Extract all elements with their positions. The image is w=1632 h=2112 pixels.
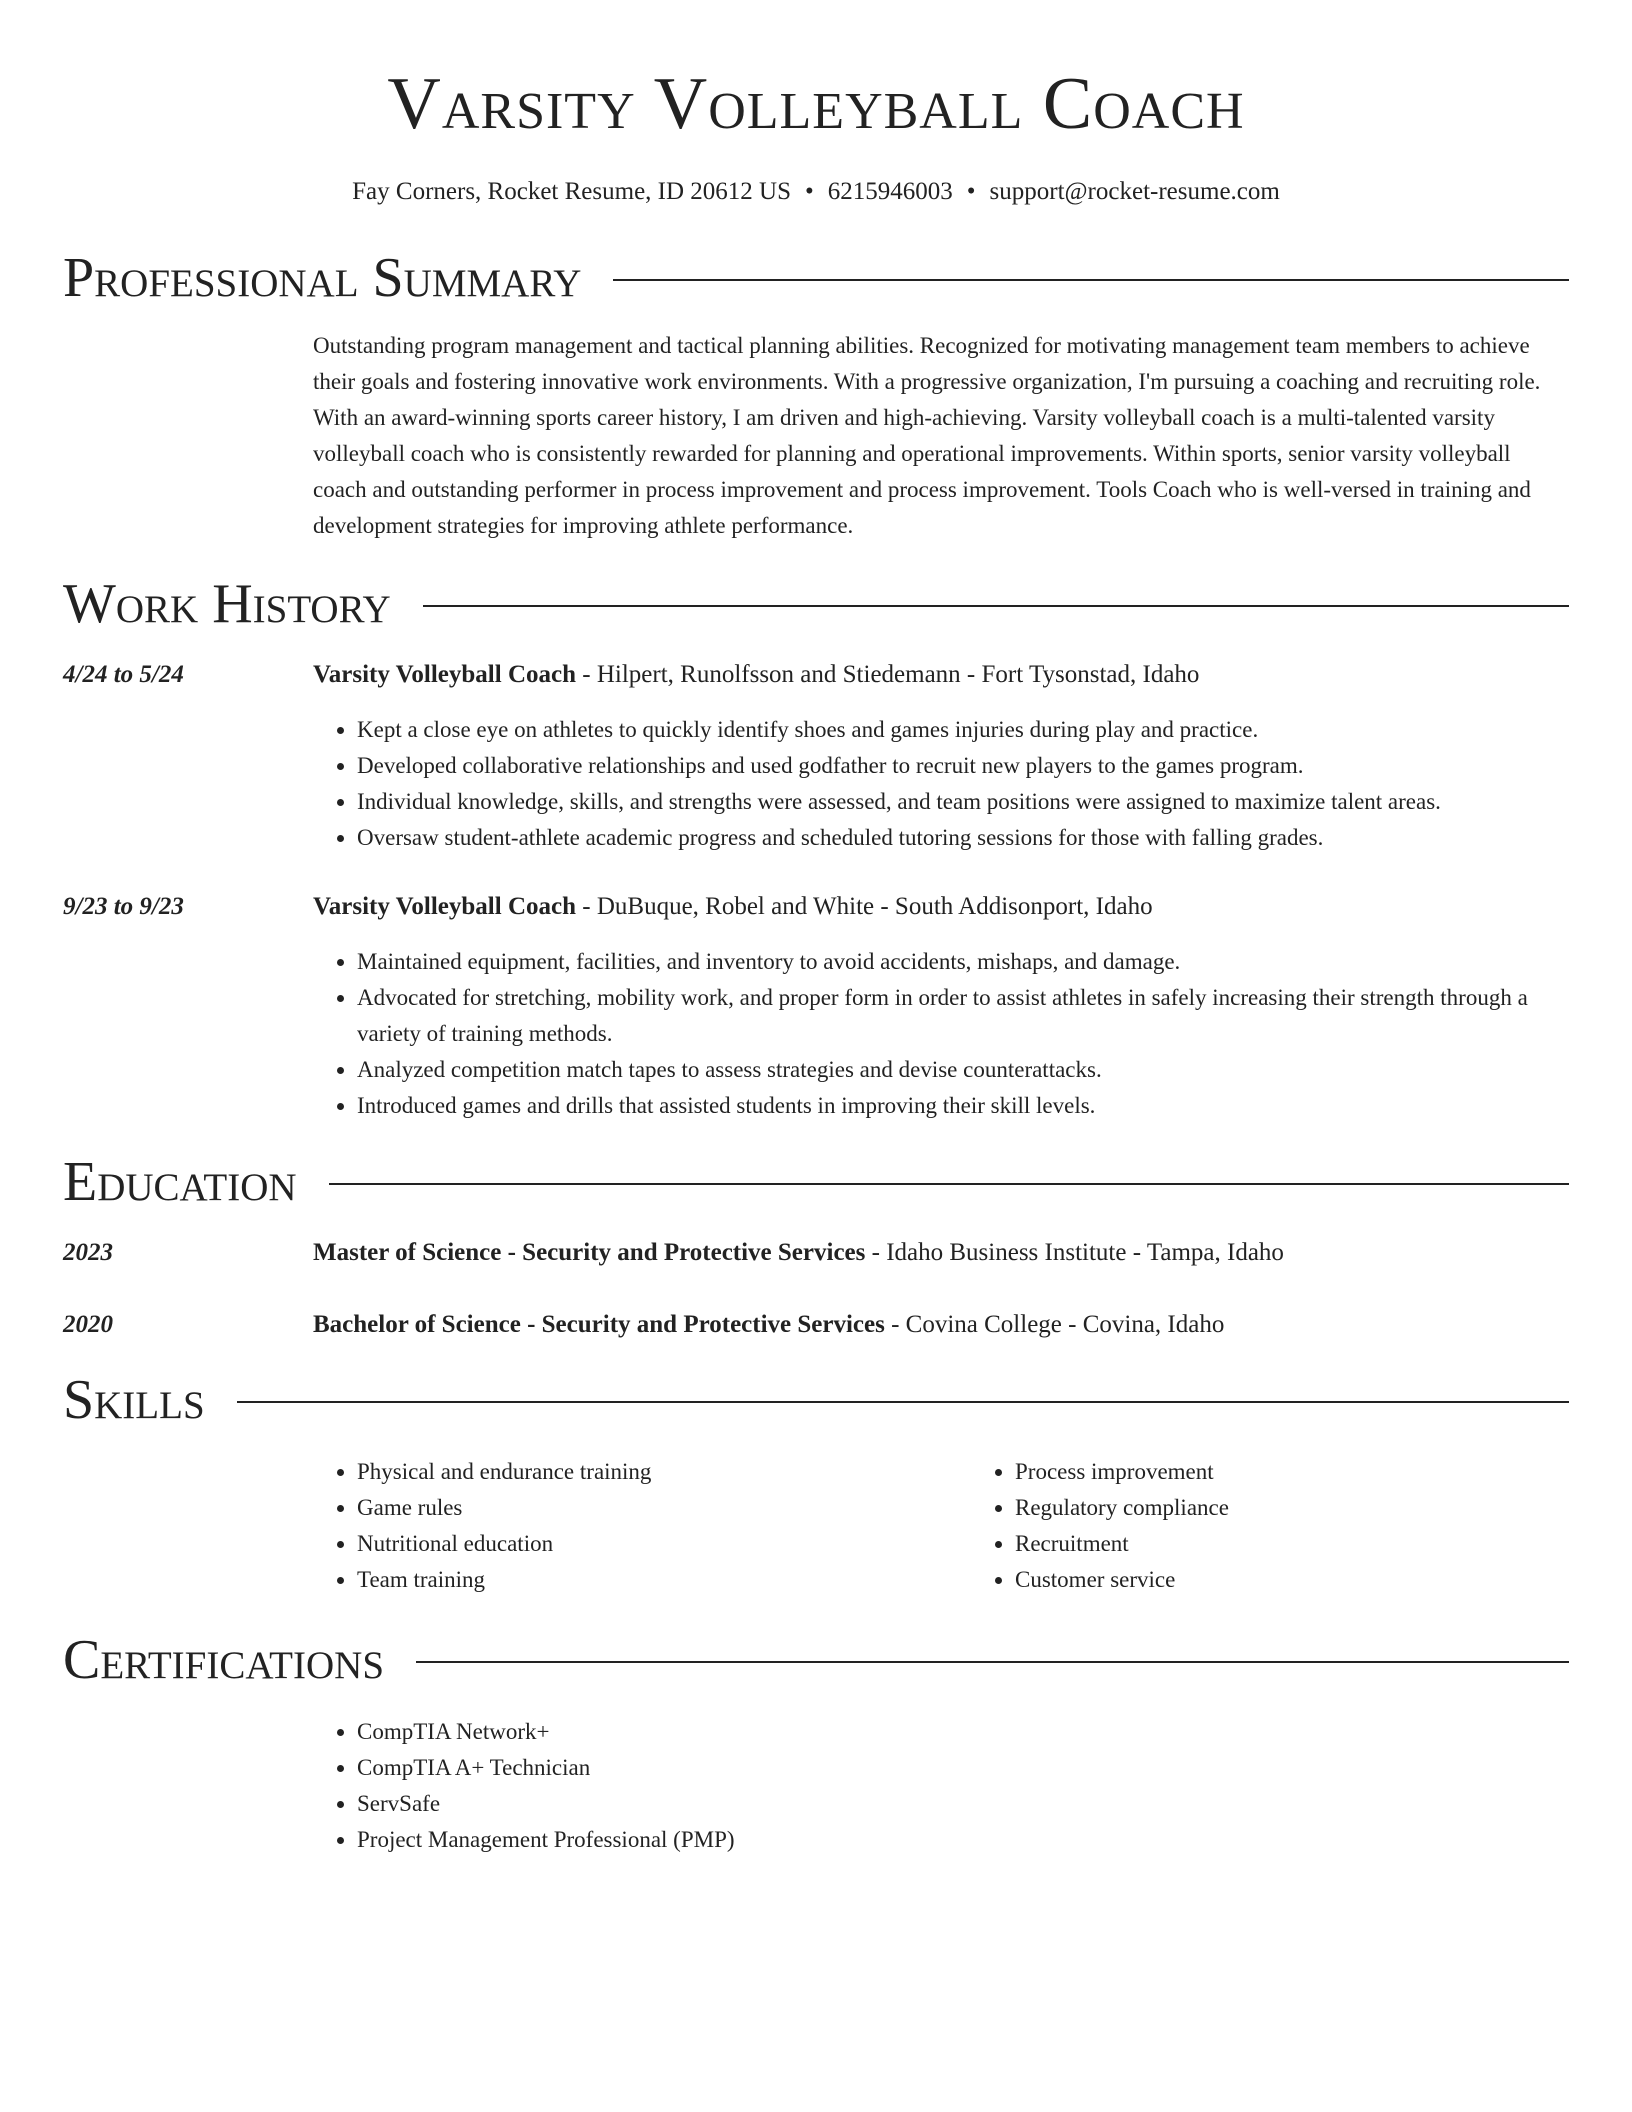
- skills-section-header: [63, 1368, 1569, 1432]
- skills-section-title: Skills: [63, 1369, 205, 1431]
- list-item: • Maintained equipment, facilities, and inventory to avoid accidents, mishaps, and damage.: [357, 944, 1569, 980]
- list-item: • Team training: [357, 1562, 971, 1598]
- certifications-list: [313, 1714, 1569, 1858]
- education-year: 2020: [63, 1311, 113, 1338]
- skills-list-left: [313, 1454, 971, 1598]
- section-divider: [613, 279, 1569, 281]
- job-bullets: [313, 944, 1569, 1124]
- list-item: • Developed collaborative relationships and used godfather to recruit new players to the games program.: [357, 748, 1569, 784]
- list-item: • Project Management Professional (PMP): [357, 1822, 1569, 1858]
- list-item: • Process improvement: [1015, 1454, 1629, 1490]
- list-item: • Individual knowledge, skills, and strengths were assessed, and team positions were assigned to maximize talent areas.: [357, 784, 1569, 820]
- section-divider: [237, 1401, 1569, 1403]
- skills-list-right: [971, 1454, 1629, 1598]
- job-entry: [63, 890, 1569, 924]
- job-dates: 4/24 to 5/24: [63, 661, 184, 688]
- job-employer: - Hilpert, Runolfsson and Stiedemann - Fort Tysonstad, Idaho: [576, 661, 1200, 688]
- contact-phone: 6215946003: [827, 178, 953, 205]
- education-section-title: Education: [63, 1151, 297, 1213]
- job-dates: 9/23 to 9/23: [63, 893, 184, 920]
- list-item: • CompTIA A+ Technician: [357, 1750, 1569, 1786]
- section-divider: [423, 605, 1569, 607]
- education-year: 2023: [63, 1239, 113, 1266]
- education-school: - Covina College - Covina, Idaho: [884, 1311, 1225, 1338]
- list-item: • Nutritional education: [357, 1526, 971, 1562]
- list-item: • Recruitment: [1015, 1526, 1629, 1562]
- contact-line: [63, 176, 1569, 208]
- list-item: • CompTIA Network+: [357, 1714, 1569, 1750]
- list-item: • Advocated for stretching, mobility work, and proper form in order to assist athletes in safely increasing their strength through a variety of training methods.: [357, 980, 1569, 1052]
- list-item: • Analyzed competition match tapes to assess strategies and devise counterattacks.: [357, 1052, 1569, 1088]
- job-entry: [63, 658, 1569, 692]
- contact-separator: •: [966, 178, 976, 205]
- section-divider: [329, 1183, 1569, 1185]
- contact-email: support@rocket-resume.com: [989, 178, 1280, 205]
- certifications-section-header: [63, 1628, 1569, 1692]
- education-section-header: [63, 1150, 1569, 1214]
- list-item: • Kept a close eye on athletes to quickly identify shoes and games injuries during play and practice.: [357, 712, 1569, 748]
- job-title-line: [313, 890, 1569, 924]
- job-bullets: [313, 712, 1569, 856]
- list-item: • Oversaw student-athlete academic progress and scheduled tutoring sessions for those with falling grades.: [357, 820, 1569, 856]
- certifications-section-title: Certifications: [63, 1629, 385, 1691]
- job-position: Varsity Volleyball Coach: [313, 893, 577, 920]
- summary-section-header: [63, 246, 1569, 310]
- contact-address: Fay Corners, Rocket Resume, ID 20612 US: [352, 178, 791, 205]
- education-title-line: [313, 1308, 1569, 1342]
- list-item: • ServSafe: [357, 1786, 1569, 1822]
- summary-section-title: Professional Summary: [63, 247, 582, 309]
- contact-separator: •: [805, 178, 814, 205]
- skills-grid: [313, 1454, 1569, 1598]
- education-school: - Idaho Business Institute - Tampa, Idaho: [865, 1239, 1284, 1266]
- list-item: • Customer service: [1015, 1562, 1629, 1598]
- resume-name: Varsity Volleyball Coach: [387, 63, 1245, 145]
- list-item: • Game rules: [357, 1490, 971, 1526]
- job-position: Varsity Volleyball Coach: [313, 661, 577, 688]
- education-title-line: [313, 1236, 1569, 1270]
- summary-text: Outstanding program management and tactical planning abilities. Recognized for motivating management team members to achieve their goals and fostering innovative work environments. With a progressive organization, I'm pursuing a coaching and recruiting role. With an award-winning sports career history, I am driven and high-achieving. Varsity volleyball coach is a multi-talented varsity volleyball coach who is consistently rewarded for planning and operational improvements. Within sports, senior varsity volleyball coach and outstanding performer in process improvement and process improvement. Tools Coach who is well-versed in training and development strategies for improving athlete performance.: [313, 333, 1541, 538]
- section-divider: [416, 1661, 1569, 1663]
- list-item: • Regulatory compliance: [1015, 1490, 1629, 1526]
- work-section-title: Work History: [63, 573, 391, 635]
- job-title-line: [313, 658, 1569, 692]
- work-section-header: [63, 572, 1569, 636]
- job-employer: - DuBuque, Robel and White - South Addisonport, Idaho: [576, 893, 1153, 920]
- list-item: • Physical and endurance training: [357, 1454, 971, 1490]
- list-item: • Introduced games and drills that assisted students in improving their skill levels.: [357, 1088, 1569, 1124]
- education-entry: [63, 1236, 1569, 1270]
- education-entry: [63, 1308, 1569, 1342]
- education-degree: Master of Science - Security and Protective Services: [313, 1239, 866, 1266]
- education-degree: Bachelor of Science - Security and Protective Services: [313, 1311, 885, 1338]
